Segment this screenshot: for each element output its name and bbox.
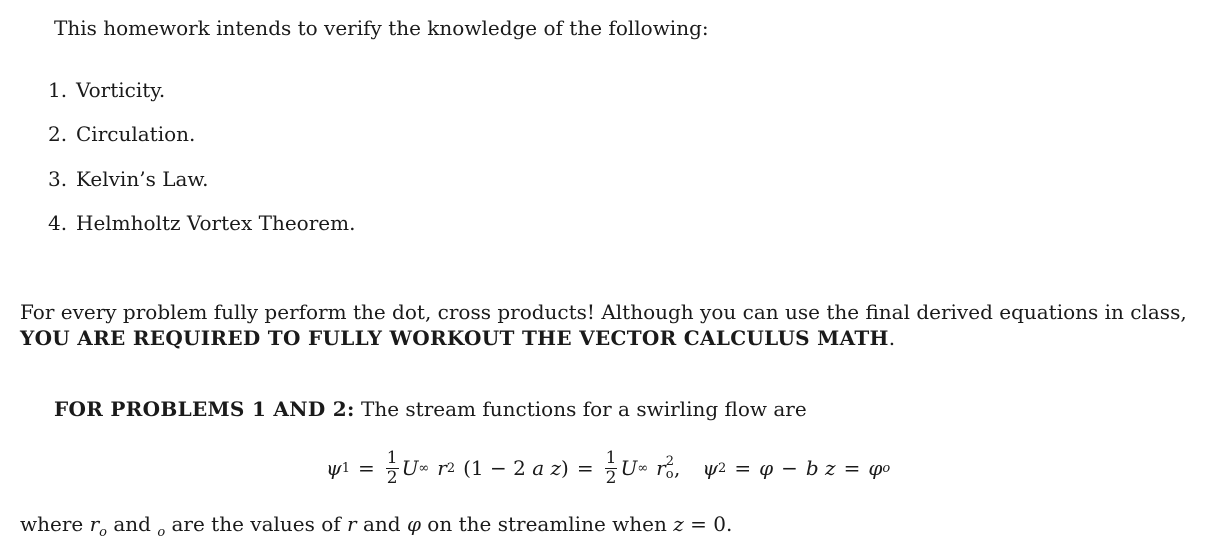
equals-sign: =	[734, 456, 752, 480]
infinity-subscript: ∞	[637, 460, 649, 476]
subscript: o	[157, 525, 166, 540]
infinity-subscript: ∞	[418, 460, 430, 476]
subscript: 1	[341, 460, 350, 476]
instruction-bold: YOU ARE REQUIRED TO FULLY WORKOUT THE VECTOR CALCULUS MATH	[20, 326, 889, 350]
psi-symbol: ψ	[702, 456, 719, 480]
r-symbol: r	[656, 456, 666, 480]
equals-sign: =	[843, 456, 861, 480]
phi-symbol: φ	[759, 456, 774, 480]
z-symbol: z	[825, 456, 836, 480]
b-symbol: b	[805, 456, 819, 480]
stream-function-equation	[326, 440, 890, 496]
paren-term: (1 − 2	[463, 456, 526, 480]
u-symbol: U	[620, 456, 638, 480]
text-run: and	[356, 512, 407, 536]
psi-symbol: ψ	[326, 456, 342, 480]
denominator: 2	[605, 467, 617, 488]
u-symbol: U	[401, 456, 419, 480]
equals-sign: =	[576, 456, 594, 480]
subscript: 2	[718, 460, 727, 476]
exponent: 2	[665, 454, 674, 469]
list-number: 3.	[48, 167, 68, 191]
list-number: 4.	[48, 211, 68, 235]
r-symbol: r	[437, 456, 447, 480]
problem-heading: FOR PROBLEMS 1 AND 2:	[54, 397, 355, 421]
list-number: 2.	[48, 122, 68, 146]
text-run: where	[20, 512, 90, 536]
close-paren: )	[561, 456, 569, 480]
instruction-end: .	[888, 326, 896, 350]
comma: ,	[674, 456, 681, 480]
fraction-half	[605, 449, 618, 488]
problem-intro	[54, 397, 807, 421]
r-symbol: r	[347, 512, 357, 536]
list-label: Helmholtz Vortex Theorem.	[76, 211, 356, 235]
text-run: on the streamline when	[420, 512, 674, 536]
text-run: = 0.	[683, 512, 733, 536]
numerator: 1	[605, 447, 617, 468]
instruction-text: For every problem fully perform the dot, cross products! Although you can use the final derived equations in class,	[20, 300, 1187, 324]
z-symbol: z	[673, 512, 684, 536]
exponent: 2	[446, 460, 456, 476]
text-run: are the values of	[165, 512, 348, 536]
subscript: o	[665, 467, 674, 482]
subscript: o	[882, 460, 891, 476]
subscript: o	[99, 525, 107, 540]
numerator: 1	[386, 447, 398, 468]
phi-symbol: φ	[868, 456, 883, 480]
denominator: 2	[386, 467, 398, 488]
list-label: Circulation.	[76, 122, 196, 146]
list-item	[48, 167, 209, 191]
minus-sign: −	[781, 456, 798, 480]
r-symbol: r	[89, 512, 100, 536]
list-item	[48, 78, 165, 102]
list-number: 1.	[48, 78, 68, 102]
a-symbol: a	[532, 456, 545, 480]
intro-text: This homework intends to verify the knowledge of the following:	[54, 16, 709, 40]
list-item	[48, 211, 355, 235]
list-item	[48, 122, 195, 146]
text-run: and	[106, 512, 158, 536]
equals-sign: =	[357, 456, 375, 480]
list-label: Vorticity.	[76, 78, 166, 102]
instruction-bold-line	[20, 326, 895, 350]
list-label: Kelvin’s Law.	[76, 167, 209, 191]
phi-symbol: φ	[406, 512, 421, 536]
problem-text: The stream functions for a swirling flow are	[354, 397, 807, 421]
z-symbol: z	[550, 456, 562, 480]
fraction-half	[386, 449, 399, 488]
footnote-text	[20, 512, 732, 545]
